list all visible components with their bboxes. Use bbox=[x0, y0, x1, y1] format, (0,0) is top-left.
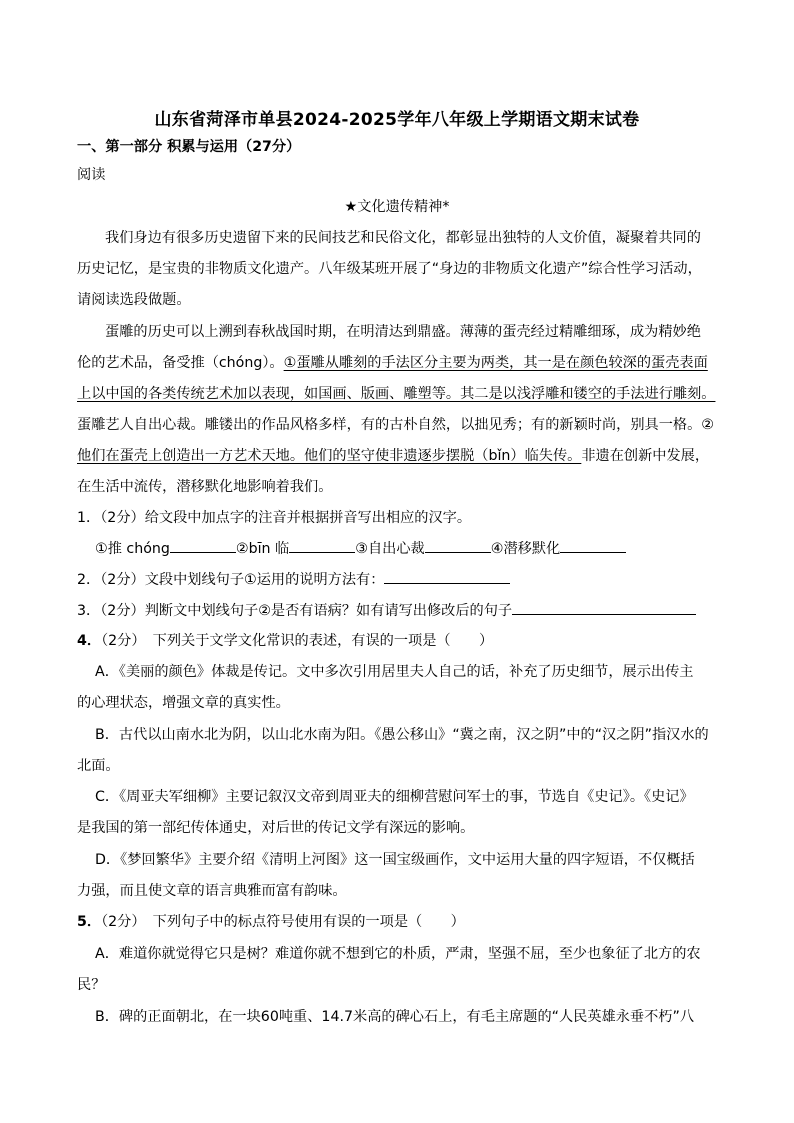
q4-option-d: D．《梦回繁华》主要介绍《清明上河图》这一国宝级画作，文中运用大量的四字短语，不仅概括 bbox=[95, 852, 695, 868]
question-text: （2分） 下列关于文学文化常识的表述，有误的一项是（ ） bbox=[101, 633, 494, 649]
q5-option-a-cont: 民？ bbox=[77, 977, 106, 993]
answer-blank[interactable] bbox=[170, 538, 236, 553]
q1-option-1: ①推 chóng bbox=[95, 541, 170, 557]
question-2 bbox=[77, 569, 510, 590]
passage-text: 伦的艺术品，备受推（chóng）。 bbox=[77, 355, 284, 371]
passage-line: 蛋雕艺人自出心裁。雕镂出的作品风格多样，有的古朴自然，以拙见秀；有的新颖时尚，别具一格。② bbox=[77, 417, 714, 433]
passage-line bbox=[77, 446, 709, 466]
q5-option-b: B．碑的正面朝北，在一块60吨重、14.7米高的碑心石上，有毛主席题的“人民英雄永垂不朽”八 bbox=[95, 1009, 695, 1025]
underlined-sentence-2: 他们在蛋壳上创造出一方艺术天地。他们的坚守使非遗逐步摆脱（bǐn）临失传。 bbox=[77, 448, 582, 464]
reading-label: 阅读 bbox=[77, 167, 106, 183]
q4-option-a-cont: 的心理状态，增强文章的真实性。 bbox=[77, 695, 290, 711]
passage-text: 非遗在创新中发展， bbox=[581, 448, 710, 464]
answer-blank[interactable] bbox=[289, 538, 355, 553]
question-number: 4． bbox=[77, 633, 102, 649]
answer-blank[interactable] bbox=[384, 569, 510, 584]
q1-option-3: ③自出心裁 bbox=[355, 541, 425, 557]
question-1-stem: 1．（2分）给文段中加点字的注音并根据拼音写出相应的汉字。 bbox=[77, 510, 472, 526]
question-5-stem bbox=[77, 912, 465, 932]
q1-option-4: ④潜移默化 bbox=[490, 541, 561, 557]
q4-option-b-cont: 北面。 bbox=[77, 758, 120, 774]
q4-option-d-cont: 力强，而且使文章的语言典雅而富有韵味。 bbox=[77, 883, 347, 899]
question-4-stem bbox=[77, 631, 493, 651]
question-text: （2分） 下列句子中的标点符号使用有误的一项是（ ） bbox=[101, 914, 465, 930]
q5-option-a: A．难道你就觉得它只是树？难道你就不想到它的朴质，严肃，坚强不屈，至少也象征了北方的农 bbox=[95, 946, 701, 962]
answer-blank[interactable] bbox=[560, 538, 626, 553]
question-number: 5． bbox=[77, 914, 102, 930]
q4-option-c-cont: 是我国的第一部纪传体通史，对后世的传记文学有深远的影响。 bbox=[77, 820, 475, 836]
underlined-sentence-1-cont: 上以中国的各类传统艺术加以表现，如国画、版画、雕塑等。其二是以浅浮雕和镂空的手法进行雕刻。 bbox=[77, 386, 716, 402]
exam-title: 山东省菏泽市单县2024-2025学年八年级上学期语文期末试卷 bbox=[154, 110, 640, 130]
passage-line bbox=[77, 353, 708, 373]
q4-option-b: B．古代以山南水北为阴，以山北水南为阳。《愚公移山》“冀之南，汉之阴”中的“汉之阴”指汉水的 bbox=[95, 727, 709, 743]
section-heading: 一、第一部分 积累与运用（27分） bbox=[77, 139, 301, 155]
passage-line: 历史记忆，是宝贵的非物质文化遗产。八年级某班开展了“身边的非物质文化遗产”综合性学习活动， bbox=[77, 261, 702, 277]
passage-title: ★文化遗传精神* bbox=[344, 199, 450, 215]
answer-blank[interactable] bbox=[512, 600, 696, 615]
q4-option-c: C．《周亚夫军细柳》主要记叙汉文帝到周亚夫的细柳营慰问军士的事，节选自《史记》。《史记》 bbox=[95, 789, 694, 805]
answer-blank[interactable] bbox=[425, 538, 491, 553]
passage-line: 请阅读选段做题。 bbox=[77, 292, 191, 308]
passage-line: 在生活中流传，潜移默化地影响着我们。 bbox=[77, 479, 333, 495]
q1-option-2: ②bīn 临 bbox=[235, 541, 290, 557]
question-3 bbox=[77, 600, 696, 621]
passage-line: 蛋雕的历史可以上溯到春秋战国时期，在明清达到鼎盛。薄薄的蛋壳经过精雕细琢，成为精妙绝 bbox=[105, 324, 701, 340]
passage-line: 我们身边有很多历史遗留下来的民间技艺和民俗文化，都彰显出独特的人文价值，凝聚着共同的 bbox=[105, 230, 701, 246]
q4-option-a: A．《美丽的颜色》体裁是传记。文中多次引用居里夫人自己的话，补充了历史细节，展示出传主 bbox=[95, 664, 694, 680]
question-3-stem: 3．（2分）判断文中划线句子②是否有语病？如有请写出修改后的句子 bbox=[77, 603, 513, 619]
underlined-sentence-1: ①蛋雕从雕刻的手法区分主要为两类，其一是在颜色较深的蛋壳表面 bbox=[283, 355, 708, 371]
question-1-options bbox=[95, 538, 626, 559]
question-2-stem: 2．（2分）文段中划线句子①运用的说明方法有： bbox=[77, 572, 385, 588]
